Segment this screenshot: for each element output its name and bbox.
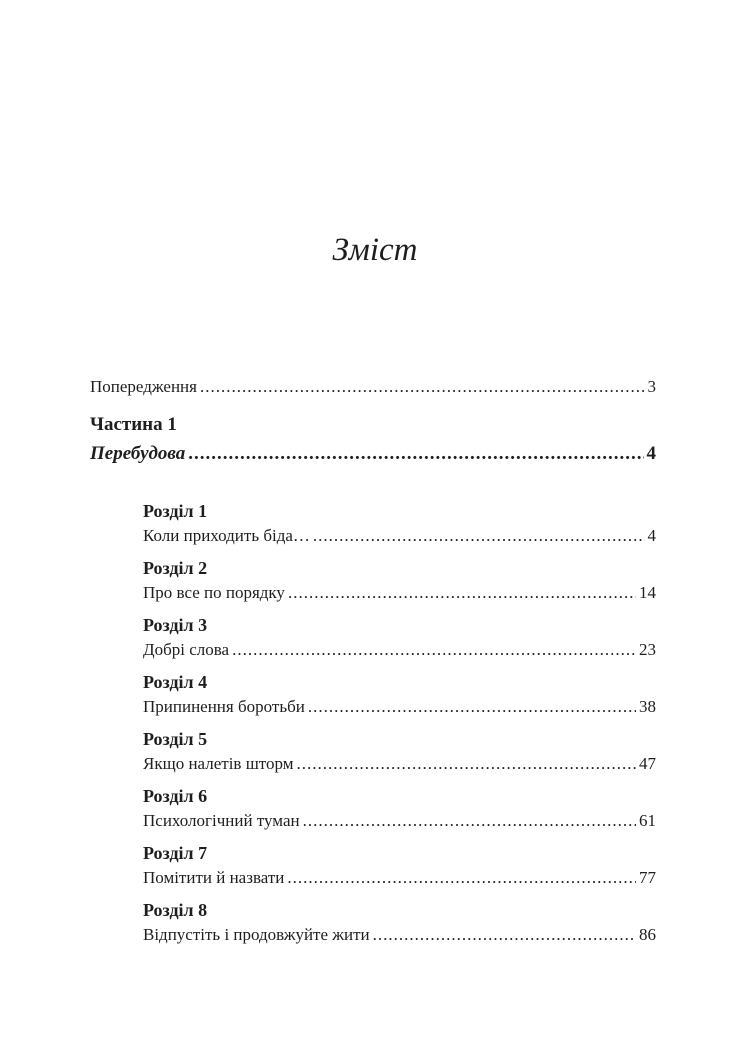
dot-leader [297,752,637,776]
chapter-heading: Розділ 6 [143,786,208,806]
toc-page-number: 38 [639,697,656,716]
chapter-title: Добрі слова [143,640,230,659]
toc-entry-label: Попередження [90,377,197,396]
chapter-heading: Розділ 1 [143,501,208,521]
toc-page-number: 77 [639,868,656,887]
toc-page-number: 86 [639,925,656,944]
dot-leader [373,923,636,947]
dot-leader [200,374,645,400]
toc-page-number: 3 [647,377,656,396]
dot-leader [287,866,636,890]
chapter-title: Відпустіть і продовжуйте жити [143,925,370,944]
chapter-title-line [143,695,656,719]
page-title: Зміст [332,232,418,268]
chapter-heading: Розділ 7 [143,843,208,863]
toc-page-number: 23 [639,640,656,659]
toc-entry-part[interactable] [90,440,656,468]
toc-page-number: 4 [647,526,656,545]
chapter-heading: Розділ 8 [143,900,208,920]
chapter-title-line [143,809,656,833]
chapter-entry[interactable] [143,897,656,954]
chapter-title-line [143,581,656,605]
toc-page-number: 14 [639,583,656,602]
chapter-heading: Розділ 3 [143,615,208,635]
chapter-title: Про все по порядку [143,583,285,602]
dot-leader [303,809,636,833]
chapter-title: Коли приходить біда… [143,526,310,545]
chapter-title: Припинення боротьби [143,697,305,716]
toc-page-number: 61 [639,811,656,830]
chapter-entry[interactable] [143,669,656,726]
part-title: Перебудова [90,443,186,464]
chapter-title-line [143,866,656,890]
chapter-entry[interactable] [143,726,656,783]
chapter-entry[interactable] [143,612,656,669]
chapter-heading: Розділ 2 [143,558,208,578]
chapter-entry[interactable] [143,840,656,897]
chapter-title-line [143,638,656,662]
chapter-list [143,498,656,954]
chapter-title: Якщо налетів шторм [143,754,294,773]
dot-leader [313,524,645,548]
chapter-title: Психологічний туман [143,811,300,830]
dot-leader [188,440,643,468]
chapter-entry[interactable] [143,555,656,612]
chapter-heading: Розділ 4 [143,672,208,692]
dot-leader [288,581,636,605]
chapter-entry[interactable] [143,498,656,555]
chapter-title-line [143,752,656,776]
chapter-entry[interactable] [143,783,656,840]
toc-page-number: 47 [639,754,656,773]
toc-entry-intro[interactable] [90,374,656,400]
dot-leader [232,638,636,662]
part-heading: Частина 1 [90,414,177,435]
chapter-title-line [143,923,656,947]
dot-leader [308,695,636,719]
chapter-title-line [143,524,656,548]
chapter-title: Помітити й назвати [143,868,285,887]
toc-page-number: 4 [646,443,656,464]
chapter-heading: Розділ 5 [143,729,208,749]
